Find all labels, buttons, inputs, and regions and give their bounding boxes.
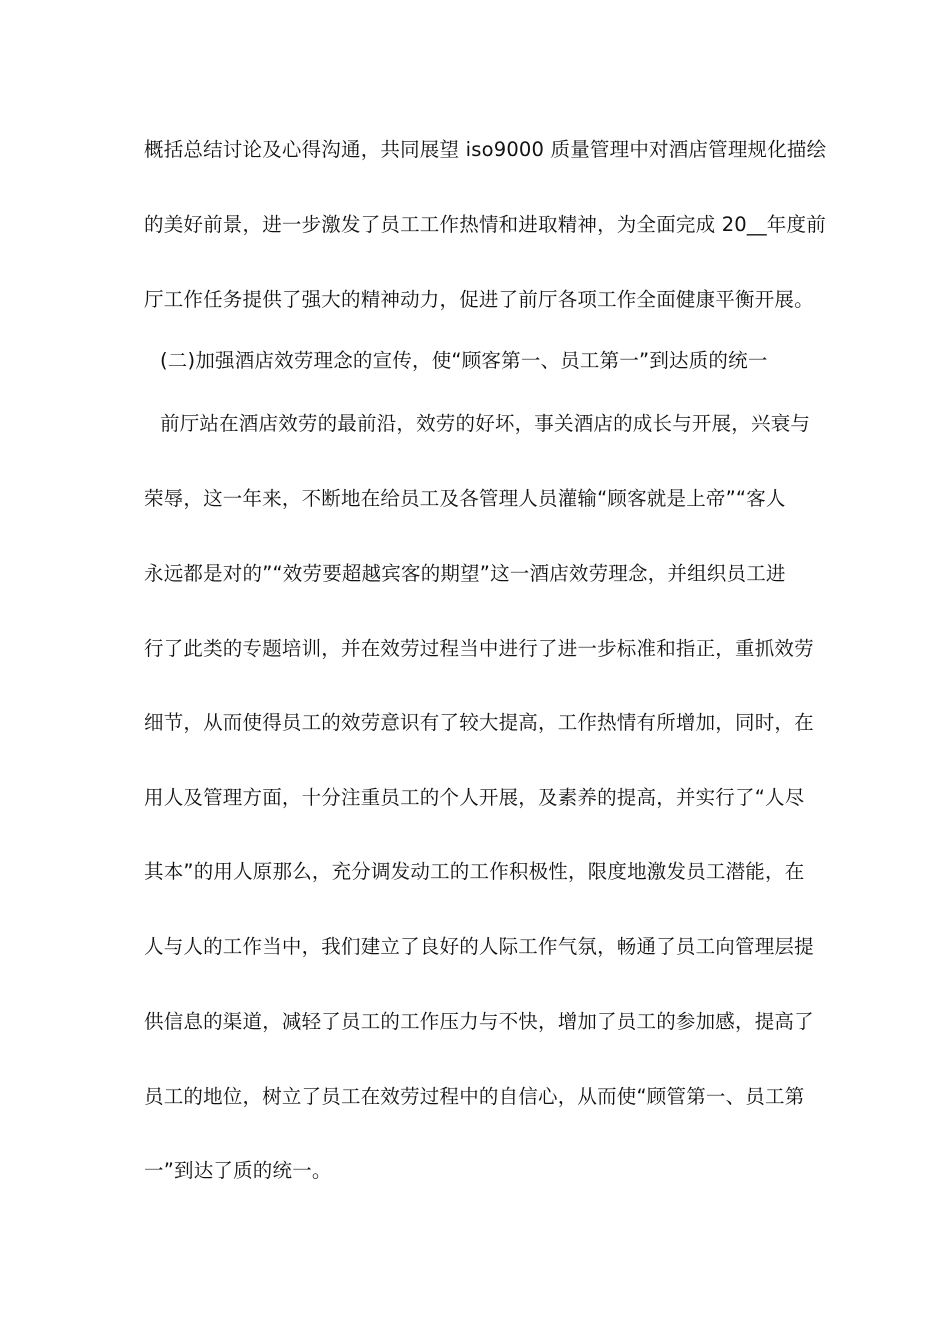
text-line: 永远都是对的”“效劳要超越宾客的期望”这一酒店效劳理念，并组织员工进	[144, 562, 786, 585]
text-line: 行了此类的专题培训，并在效劳过程当中进行了进一步标准和指正，重抓效劳	[144, 637, 814, 660]
text-line: 厅工作任务提供了强大的精神动力，促进了前厅各项工作全面健康平衡开展。	[144, 288, 814, 311]
text-line: 员工的地位，树立了员工在效劳过程中的自信心，从而使“顾管第一、员工第	[144, 1085, 805, 1108]
text-line: 荣辱，这一年来，不断地在给员工及各管理人员灌输“顾客就是上帝”“客人	[144, 487, 786, 510]
text-line: 一”到达了质的统一。	[144, 1159, 332, 1182]
text-line: 细节，从而使得员工的效劳意识有了较大提高，工作热情有所增加，同时，在	[144, 711, 814, 734]
text-line: 前厅站在酒店效劳的最前沿，效劳的好坏，事关酒店的成长与开展，兴衰与	[160, 412, 811, 435]
text-line: 供信息的渠道，减轻了员工的工作压力与不快，增加了员工的参加感，提高了	[144, 1010, 814, 1033]
section-heading: (二)加强酒店效劳理念的宣传，使“顾客第一、员工第一”到达质的统一	[160, 349, 768, 372]
text-line: 用人及管理方面，十分注重员工的个人开展，及素养的提高，并实行了“人尽	[144, 786, 805, 809]
text-line: 的美好前景，进一步激发了员工工作热情和进取精神，为全面完成 20__年度前	[144, 213, 826, 236]
text-line: 人与人的工作当中，我们建立了良好的人际工作气氛，畅通了员工向管理层提	[144, 935, 814, 958]
text-line: 其本”的用人原那么，充分调发动工的工作积极性，限度地激发员工潜能，在	[144, 860, 805, 883]
text-line: 概括总结讨论及心得沟通，共同展望 iso9000 质量管理中对酒店管理规化描绘	[144, 138, 827, 161]
